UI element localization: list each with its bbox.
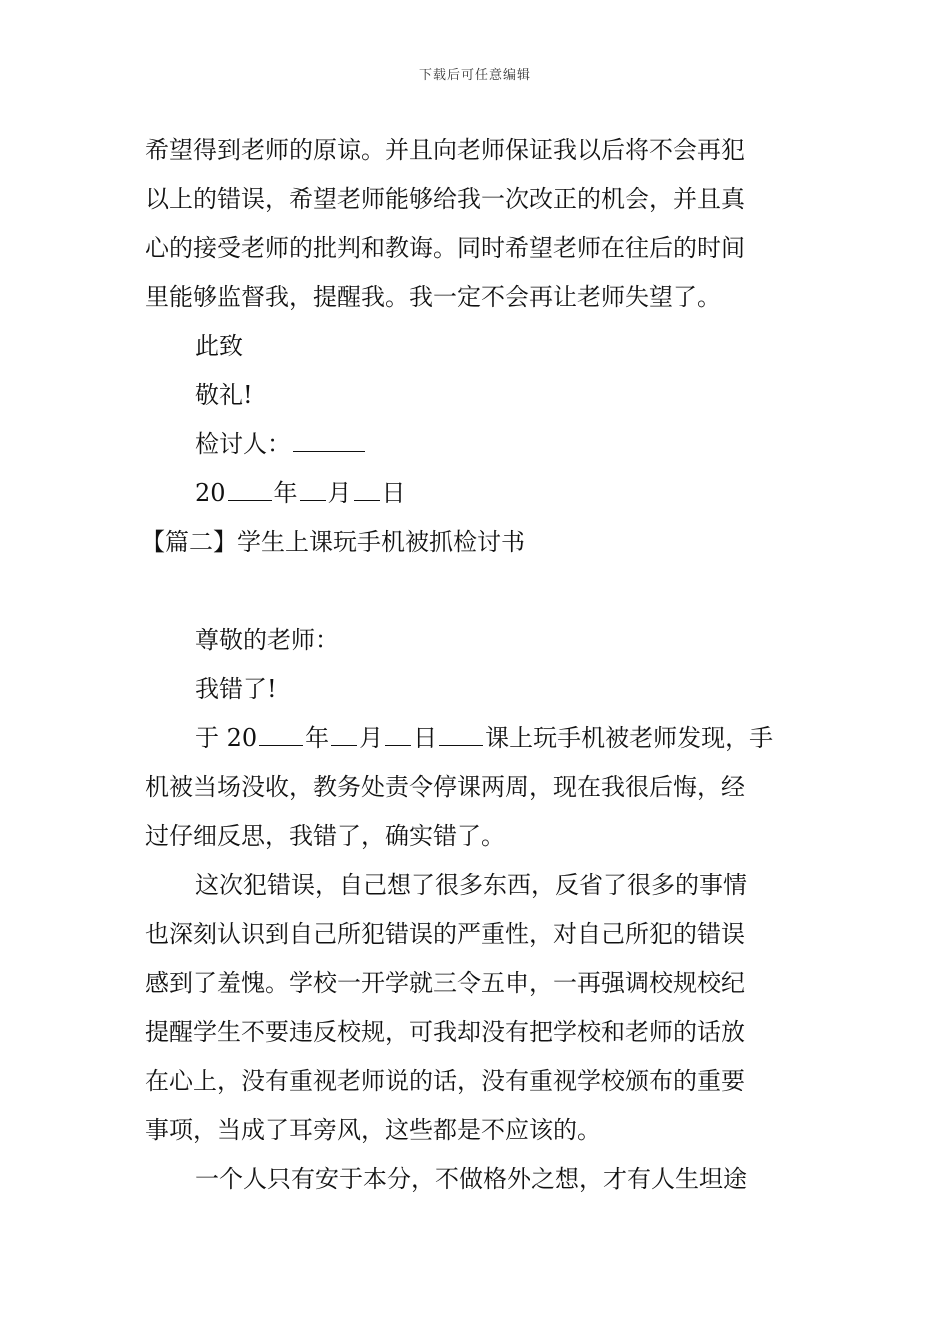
section-title: 【篇二】学生上课玩手机被抓检讨书 — [141, 528, 525, 556]
paragraph-line: 感到了羞愧。学校一开学就三令五申，一再强调校规校纪 — [145, 969, 745, 997]
signature-blank — [293, 427, 365, 452]
date-prefix: 于 20 — [195, 724, 258, 752]
closing-line-1: 此致 — [195, 332, 243, 360]
closing-line-2: 敬礼! — [195, 381, 253, 409]
class-blank — [439, 721, 483, 746]
year-blank — [259, 721, 303, 746]
month-char: 月 — [359, 724, 384, 752]
day-blank — [385, 721, 411, 746]
paragraph-line: 以上的错误，希望老师能够给我一次改正的机会，并且真 — [145, 185, 745, 213]
signer-label: 检讨人： — [195, 430, 291, 458]
paragraph-line: 在心上，没有重视老师说的话，没有重视学校颁布的重要 — [145, 1067, 745, 1095]
page-header: 下载后可任意编辑 — [418, 68, 531, 83]
paragraph-text: 课上玩手机被老师发现，手 — [485, 724, 774, 752]
paragraph-line: 事项，当成了耳旁风，这些都是不应该的。 — [145, 1116, 601, 1144]
paragraph-line: 这次犯错误，自己想了很多东西，反省了很多的事情 — [195, 871, 747, 899]
date-line — [145, 469, 810, 518]
paragraph-line — [145, 714, 810, 763]
month-blank — [300, 476, 326, 501]
salutation: 尊敬的老师： — [195, 626, 339, 654]
apology-line: 我错了! — [195, 675, 277, 703]
paragraph-line: 也深刻认识到自己所犯错误的严重性，对自己所犯的错误 — [145, 920, 745, 948]
blank-gap — [145, 567, 810, 616]
day-char: 日 — [413, 724, 438, 752]
paragraph-line: 机被当场没收，教务处责令停课两周，现在我很后悔，经 — [145, 773, 745, 801]
year-blank — [228, 476, 272, 501]
paragraph-line: 希望得到老师的原谅。并且向老师保证我以后将不会再犯 — [145, 136, 745, 164]
paragraph-line: 心的接受老师的批判和教诲。同时希望老师在往后的时间 — [145, 234, 745, 262]
document-body — [141, 126, 810, 1204]
year-char: 年 — [273, 479, 298, 507]
day-char: 日 — [381, 479, 406, 507]
paragraph-line: 过仔细反思，我错了，确实错了。 — [145, 822, 505, 850]
paragraph-line: 里能够监督我，提醒我。我一定不会再让老师失望了。 — [145, 283, 721, 311]
signer-line — [145, 420, 810, 469]
year-char: 年 — [305, 724, 330, 752]
month-char: 月 — [327, 479, 352, 507]
paragraph-line: 提醒学生不要违反校规，可我却没有把学校和老师的话放 — [145, 1018, 745, 1046]
day-blank — [354, 476, 380, 501]
date-prefix: 20 — [195, 479, 226, 507]
month-blank — [331, 721, 357, 746]
paragraph-line: 一个人只有安于本分，不做格外之想，才有人生坦途 — [195, 1165, 747, 1193]
